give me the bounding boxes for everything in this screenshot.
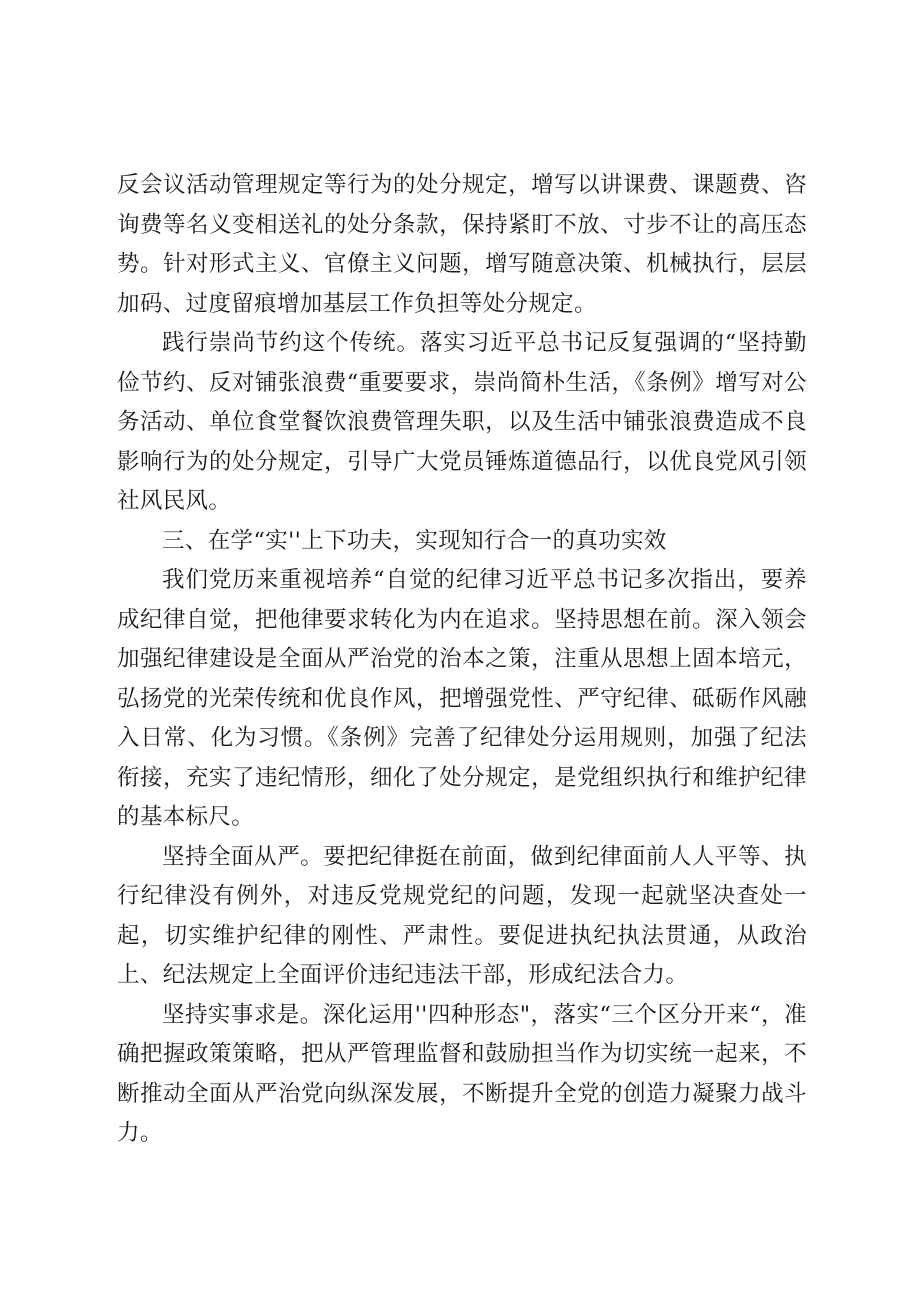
- paragraph-continued: 反会议活动管理规定等行为的处分规定，增写以讲课费、课题费、咨询费等名义变相送礼的处分条款，保持紧盯不放、寸步不让的高压态势。针对形式主义、官僚主义问题，增写随意决策、机械执行，层层加码、过度留痕增加基层工作负担等处分规定。: [117, 172, 807, 317]
- paragraph-truth: 坚持实事求是。深化运用''四种形态"，落实“三个区分开来“，准确把握政策策略，把从严管理监督和鼓励担当作为切实统一起来，不断推动全面从严治党向纵深发展，不断提升全党的创造力凝聚力战斗力。: [117, 1001, 807, 1146]
- paragraph-discipline: 我们党历来重视培养“自觉的纪律习近平总书记多次指出，要养成纪律自觉，把他律要求转化为内在追求。坚持思想在前。深入领会加强纪律建设是全面从严治党的治本之策，注重从思想上固本培元，弘扬党的光荣传统和优良作风，把增强党性、严守纪律、砥砺作风融入日常、化为习惯。《条例》完善了纪律处分运用规则，加强了纪法衔接，充实了违纪情形，细化了处分规定，是党组织执行和维护纪律的基本标尺。: [117, 567, 807, 830]
- section-heading-three: 三、在学“实''上下功夫，实现知行合一的真功实效: [162, 527, 667, 554]
- document-body: [117, 166, 807, 1154]
- paragraph-thrift: 践行崇尚节约这个传统。落实习近平总书记反复强调的“坚持勤俭节约、反对铺张浪费“重要要求，崇尚简朴生活，《条例》增写对公务活动、单位食堂餐饮浪费管理失职，以及生活中铺张浪费造成不良影响行为的处分规定，引导广大党员锤炼道德品行，以优良党风引领社风民风。: [117, 330, 807, 514]
- paragraph-strictness: 坚持全面从严。要把纪律挺在前面，做到纪律面前人人平等、执行纪律没有例外，对违反党规党纪的问题，发现一起就坚决查处一起，切实维护纪律的刚性、严肃性。要促进执纪执法贯通，从政治上、纪法规定上全面评价违纪违法干部，形成纪法合力。: [117, 843, 807, 988]
